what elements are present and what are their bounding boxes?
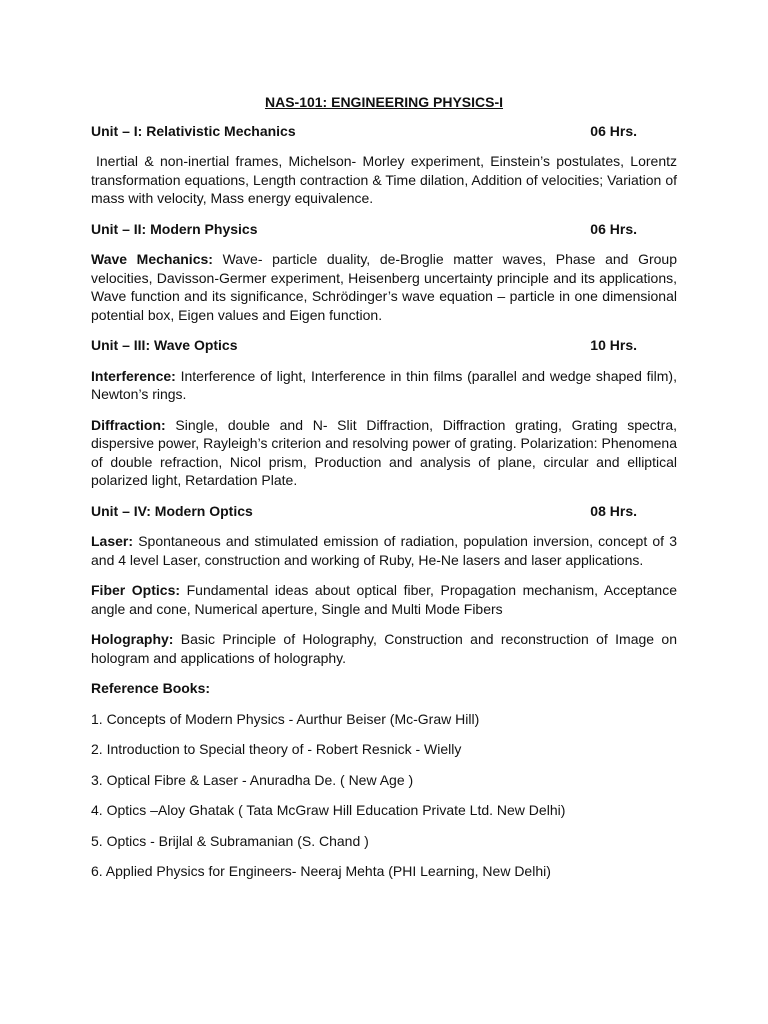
unit-paragraph [91, 152, 677, 208]
topic-label: Wave Mechanics: [91, 251, 213, 267]
topic-label: Diffraction: [91, 416, 166, 433]
paragraph-text: Inertial & non-inertial frames, Michelson- Morley experiment, Einstein’s postulates, Lorentz transformation equations, Length contraction & Time dilation, Addition of velocities; Variation of mass with velocity, Mass energy equivalence. [91, 153, 677, 206]
document-title: NAS-101: ENGINEERING PHYSICS-I [264, 94, 504, 110]
unit-heading [91, 336, 677, 355]
unit-title: Unit – I: Relativistic Mechanics [91, 122, 296, 139]
reference-item: 3. Optical Fibre & Laser - Anuradha De. ( New Age ) [91, 771, 414, 788]
unit-paragraph [91, 250, 677, 324]
topic-label: Interference: [91, 367, 176, 384]
unit-hours: 08 Hrs. [590, 502, 637, 519]
reference-item: 4. Optics –Aloy Ghatak ( Tata McGraw Hill Education Private Ltd. New Delhi) [91, 802, 566, 818]
unit-paragraph [91, 367, 677, 404]
topic-label: Laser: [91, 533, 134, 549]
paragraph-text: Wave- particle duality, de-Broglie matter waves, Phase and Group velocities, Davisson-Germer experiment, Heisenberg uncertainty principle and its applications, Wave function and its significance, Schrödinger’s wave equation – particle in one dimensional potential box, Eigen values and Eigen function. [91, 251, 677, 323]
unit-title: Unit – II: Modern Physics [91, 220, 258, 237]
unit-paragraph [91, 630, 677, 667]
references-heading: Reference Books: [91, 680, 211, 696]
paragraph-text: Fundamental ideas about optical fiber, Propagation mechanism, Acceptance angle and cone, Numerical aperture, Single and Multi Mode Fibers [91, 582, 677, 617]
unit-heading [91, 502, 677, 521]
unit-hours: 06 Hrs. [590, 220, 637, 237]
unit-title: Unit – III: Wave Optics [91, 337, 238, 353]
paragraph-text: Spontaneous and stimulated emission of radiation, population inversion, concept of 3 and 4 level Laser, construction and working of Ruby, He-Ne lasers and laser applications. [91, 533, 677, 568]
topic-label: Holography: [91, 631, 174, 647]
unit-heading [91, 220, 677, 239]
reference-item: 2. Introduction to Special theory of - Robert Resnick - Wielly [91, 741, 462, 757]
reference-item: 1. Concepts of Modern Physics - Aurthur Beiser (Mc-Graw Hill) [91, 710, 480, 727]
unit-hours: 10 Hrs. [590, 337, 637, 353]
unit-title: Unit – IV: Modern Optics [91, 502, 253, 519]
reference-item: 6. Applied Physics for Engineers- Neeraj Mehta (PHI Learning, New Delhi) [91, 863, 551, 879]
unit-paragraph [91, 581, 677, 618]
unit-paragraph [91, 532, 677, 569]
unit-paragraph [91, 416, 677, 490]
reference-item: 5. Optics - Brijlal & Subramanian (S. Chand ) [91, 832, 369, 849]
paragraph-text: Single, double and N- Slit Diffraction, Diffraction grating, Grating spectra, dispersive power, Rayleigh’s criterion and resolving power of grating. Polarization: Phenomena of double refraction, Nicol prism, Production and analysis of plane, circular and elliptical polarized light, Retardation Plate. [91, 416, 677, 488]
unit-hours: 06 Hrs. [590, 122, 637, 139]
topic-label: Fiber Optics: [91, 582, 181, 598]
paragraph-text: Basic Principle of Holography, Construction and reconstruction of Image on hologram and applications of holography. [91, 631, 677, 666]
paragraph-text: Interference of light, Interference in thin films (parallel and wedge shaped film), Newton’s rings. [91, 367, 677, 402]
unit-heading [91, 122, 677, 141]
